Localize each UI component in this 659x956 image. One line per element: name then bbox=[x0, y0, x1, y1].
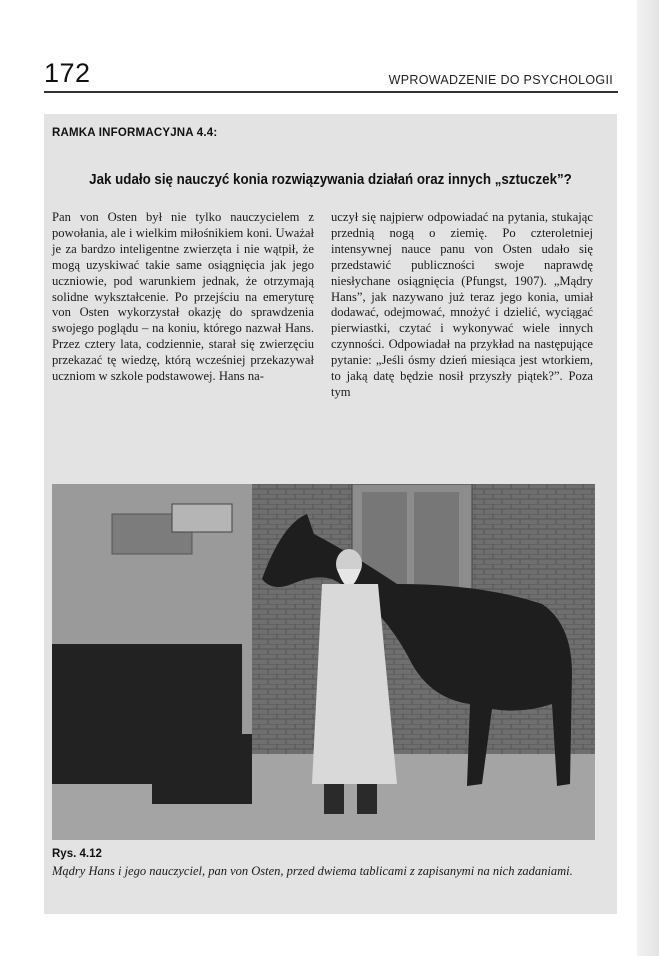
text-column-right bbox=[331, 210, 593, 401]
running-title: WPROWADZENIE DO PSYCHOLOGII bbox=[388, 73, 613, 87]
page-number: 172 bbox=[44, 58, 91, 88]
figure-caption: Mądry Hans i jego nauczyciel, pan von Osten, przed dwiema tablicami z zapisanymi na nich zadaniami. bbox=[52, 864, 573, 878]
figure-label: Rys. 4.12 bbox=[52, 848, 102, 860]
text-column-left bbox=[52, 210, 314, 385]
paragraph-left: Pan von Osten był nie tylko nauczycielem z powołania, ale i wielkim miłośnikiem koni. Uważał je za bardzo inteligentne zwierzęta i nie wątpił, że mogą uzyskiwać takie same osiągnięcia jak jego uczniowie, pod warunkiem jednak, że otrzymają solidne wykształcenie. Po przejściu na emeryturę von Osten wykorzystał okazję do sprawdzenia swojego poglądu – na koniu, którego nazwał Hans. Przez cztery lata, codziennie, starał się zwierzęciu przekazać tę wiedzę, którą wcześniej przekazywał uczniom w szkole podstawowej. Hans na- bbox=[52, 210, 314, 384]
info-box-title: Jak udało się nauczyć konia rozwiązywania działań oraz innych „sztuczek”? bbox=[89, 172, 572, 188]
page-edge bbox=[637, 0, 659, 956]
paragraph-right: uczył się najpierw odpowiadać na pytania, stukając przednią nogą o ziemię. Po czteroletniej intensywnej nauce panu von Osten udało się przedstawić publiczności swoje naprawdę niesłychane osiągnięcia (Pfungst, 1907). „Mądry Hans”, jak nazywano już teraz jego konia, umiał dodawać, odejmować, mnożyć i dzielić, wyciągać pierwiastki, czytać i wykonywać wiele innych czynności. Odpowiadał na przykład na następujące pytanie: „Jeśli ósmy dzień miesiąca jest wtorkiem, to jaką datę będzie nosił przyszły piątek?”. Poza tym bbox=[331, 210, 593, 399]
photo-clever-hans bbox=[52, 484, 595, 840]
header-rule bbox=[44, 91, 618, 93]
info-box-label: RAMKA INFORMACYJNA 4.4: bbox=[52, 127, 218, 139]
